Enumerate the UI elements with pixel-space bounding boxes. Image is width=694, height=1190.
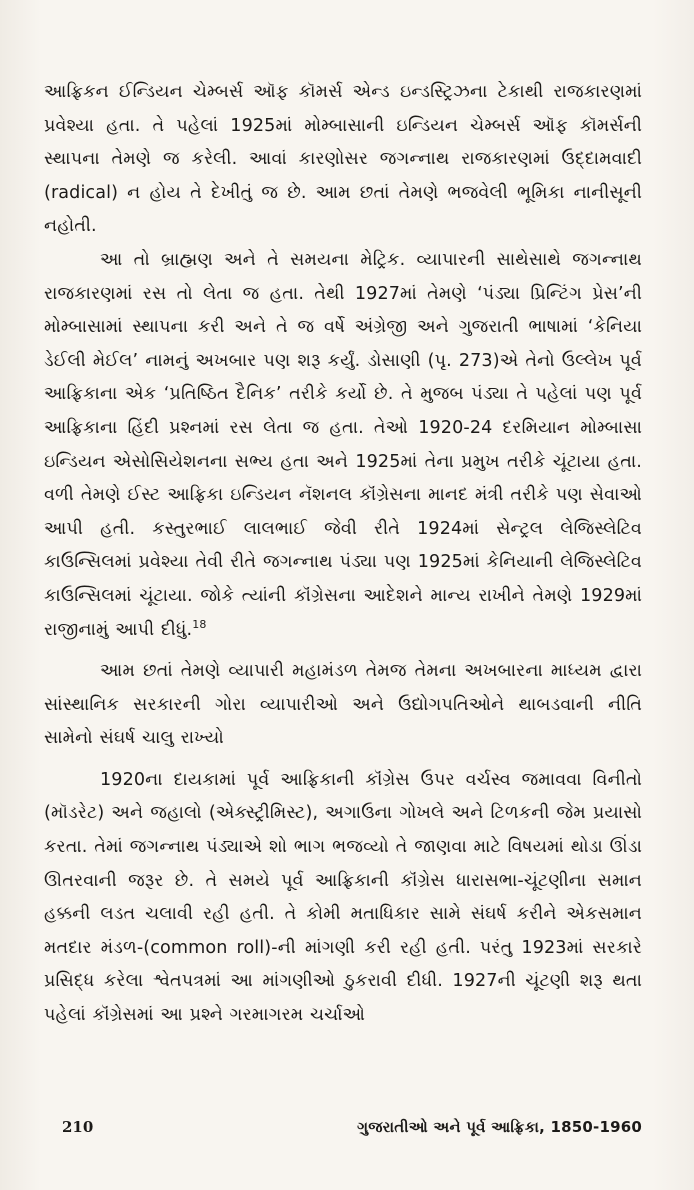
footnote-marker[interactable]: 18 (192, 617, 207, 631)
running-title: ગુજરાતીઓ અને પૂર્વ આફ્રિકા, 1850-1960 (357, 1118, 642, 1136)
paragraph-1: આફ્રિકન ઈન્ડિયન ચેમ્બર્સ ઑફ કૉમર્સ એન્ડ ઇન્ડસ્ટ્રિઝના ટેકાથી રાજકારણમાં પ્રવેશ્યા હતા. તે પહેલાં 1925માં મોમ્બાસાની ઇન્ડિયન ચેમ્બર્સ ઑફ કૉમર્સની સ્થાપના તેમણે જ કરેલી. આવાં કારણોસર જગન્નાથ રાજકારણમાં ઉદ્દામવાદી (radical) ન હોય તે દેખીતું જ છે. આમ છતાં તેમણે ભજવેલી ભૂમિકા નાનીસૂની નહોતી. (44, 82, 642, 237)
page-number: 210 (62, 1118, 94, 1136)
paragraph-2 (44, 244, 642, 647)
body-text (44, 76, 642, 1033)
paragraph-3: આમ છતાં તેમણે વ્યાપારી મહામંડળ તેમજ તેમના અખબારના માધ્યમ દ્વારા સાંસ્થાનિક સરકારની ગોરા વ્યાપારીઓ અને ઉદ્યોગપતિઓને થાબડવાની નીતિ સામેનો સંઘર્ષ ચાલુ રાખ્યો (44, 661, 642, 749)
page-footer (62, 1112, 642, 1142)
paragraph-4: 1920ના દાયકામાં પૂર્વ આફ્રિકાની કૉંગ્રેસ ઉપર વર્ચસ્વ જમાવવા વિનીતો (મૉડરેટ) અને જહાલો (એક્સ્ટ્રીમિસ્ટ), અગાઉના ગોખલે અને ટિળકની જેમ પ્રયાસો કરતા. તેમાં જગન્નાથ પંડ્યાએ શો ભાગ ભજવ્યો તે જાણવા માટે વિષયમાં થોડા ઊંડા ઊતરવાની જરૂર છે. તે સમયે પૂર્વ આફ્રિકાની કૉંગ્રેસ ધારાસભા-ચૂંટણીના સમાન હક્કની લડત ચલાવી રહી હતી. તે કોમી મતાધિકાર સામે સંઘર્ષ કરીને એકસમાન મતદાર મંડળ-(common roll)-ની માંગણી કરી રહી હતી. પરંતુ 1923માં સરકારે પ્રસિદ્ધ કરેલા શ્વેતપત્રમાં આ માંગણીઓ ઠુકરાવી દીધી. 1927ની ચૂંટણી શરૂ થતા પહેલાં કૉંગ્રેસમાં આ પ્રશ્ને ગરમાગરમ ચર્ચાઓ (44, 769, 642, 1026)
paragraph-2-text: આ તો બ્રાહ્મણ અને તે સમયના મેટ્રિક. વ્યાપારની સાથેસાથે જગન્નાથ રાજકારણમાં રસ તો લેતા જ હતા. તેથી 1927માં તેમણે ‘પંડ્યા પ્રિન્ટિંગ પ્રેસ’ની મોમ્બાસામાં સ્થાપના કરી અને તે જ વર્ષે અંગ્રેજી અને ગુજરાતી ભાષામાં ‘કેનિયા ડેઈલી મેઈલ’ નામનું અખબાર પણ શરૂ કર્યું. ડોસાણી (પૃ. 273)એ તેનો ઉલ્લેખ પૂર્વ આફ્રિકાના એક ‘પ્રતિષ્ઠિત દૈનિક’ તરીકે કર્યો છે. તે મુજબ પંડ્યા તે પહેલાં પણ પૂર્વ આફ્રિકાના હિંદી પ્રશ્નમાં રસ લેતા જ હતા. તેઓ 1920-24 દરમિયાન મોમ્બાસા ઇન્ડિયન એસોસિયેશનના સભ્ય હતા અને 1925માં તેના પ્રમુખ તરીકે ચૂંટાયા હતા. વળી તેમણે ઈસ્ટ આફ્રિકા ઇન્ડિયન નૅશનલ કૉંગ્રેસના માનદ મંત્રી તરીકે પણ સેવાઓ આપી હતી. કસ્તુરભાઈ લાલભાઈ જેવી રીતે 1924માં સેન્ટ્રલ લેજિસ્લેટિવ કાઉન્સિલમાં પ્રવેશ્યા તેવી રીતે જગન્નાથ પંડ્યા પણ 1925માં કેનિયાની લેજિસ્લેટિવ કાઉન્સિલમાં ચૂંટાયા. જોકે ત્યાંની કૉંગ્રેસના આદેશને માન્ય રાખીને તેમણે 1929માં રાજીનામું આપી દીધું. (44, 249, 642, 640)
